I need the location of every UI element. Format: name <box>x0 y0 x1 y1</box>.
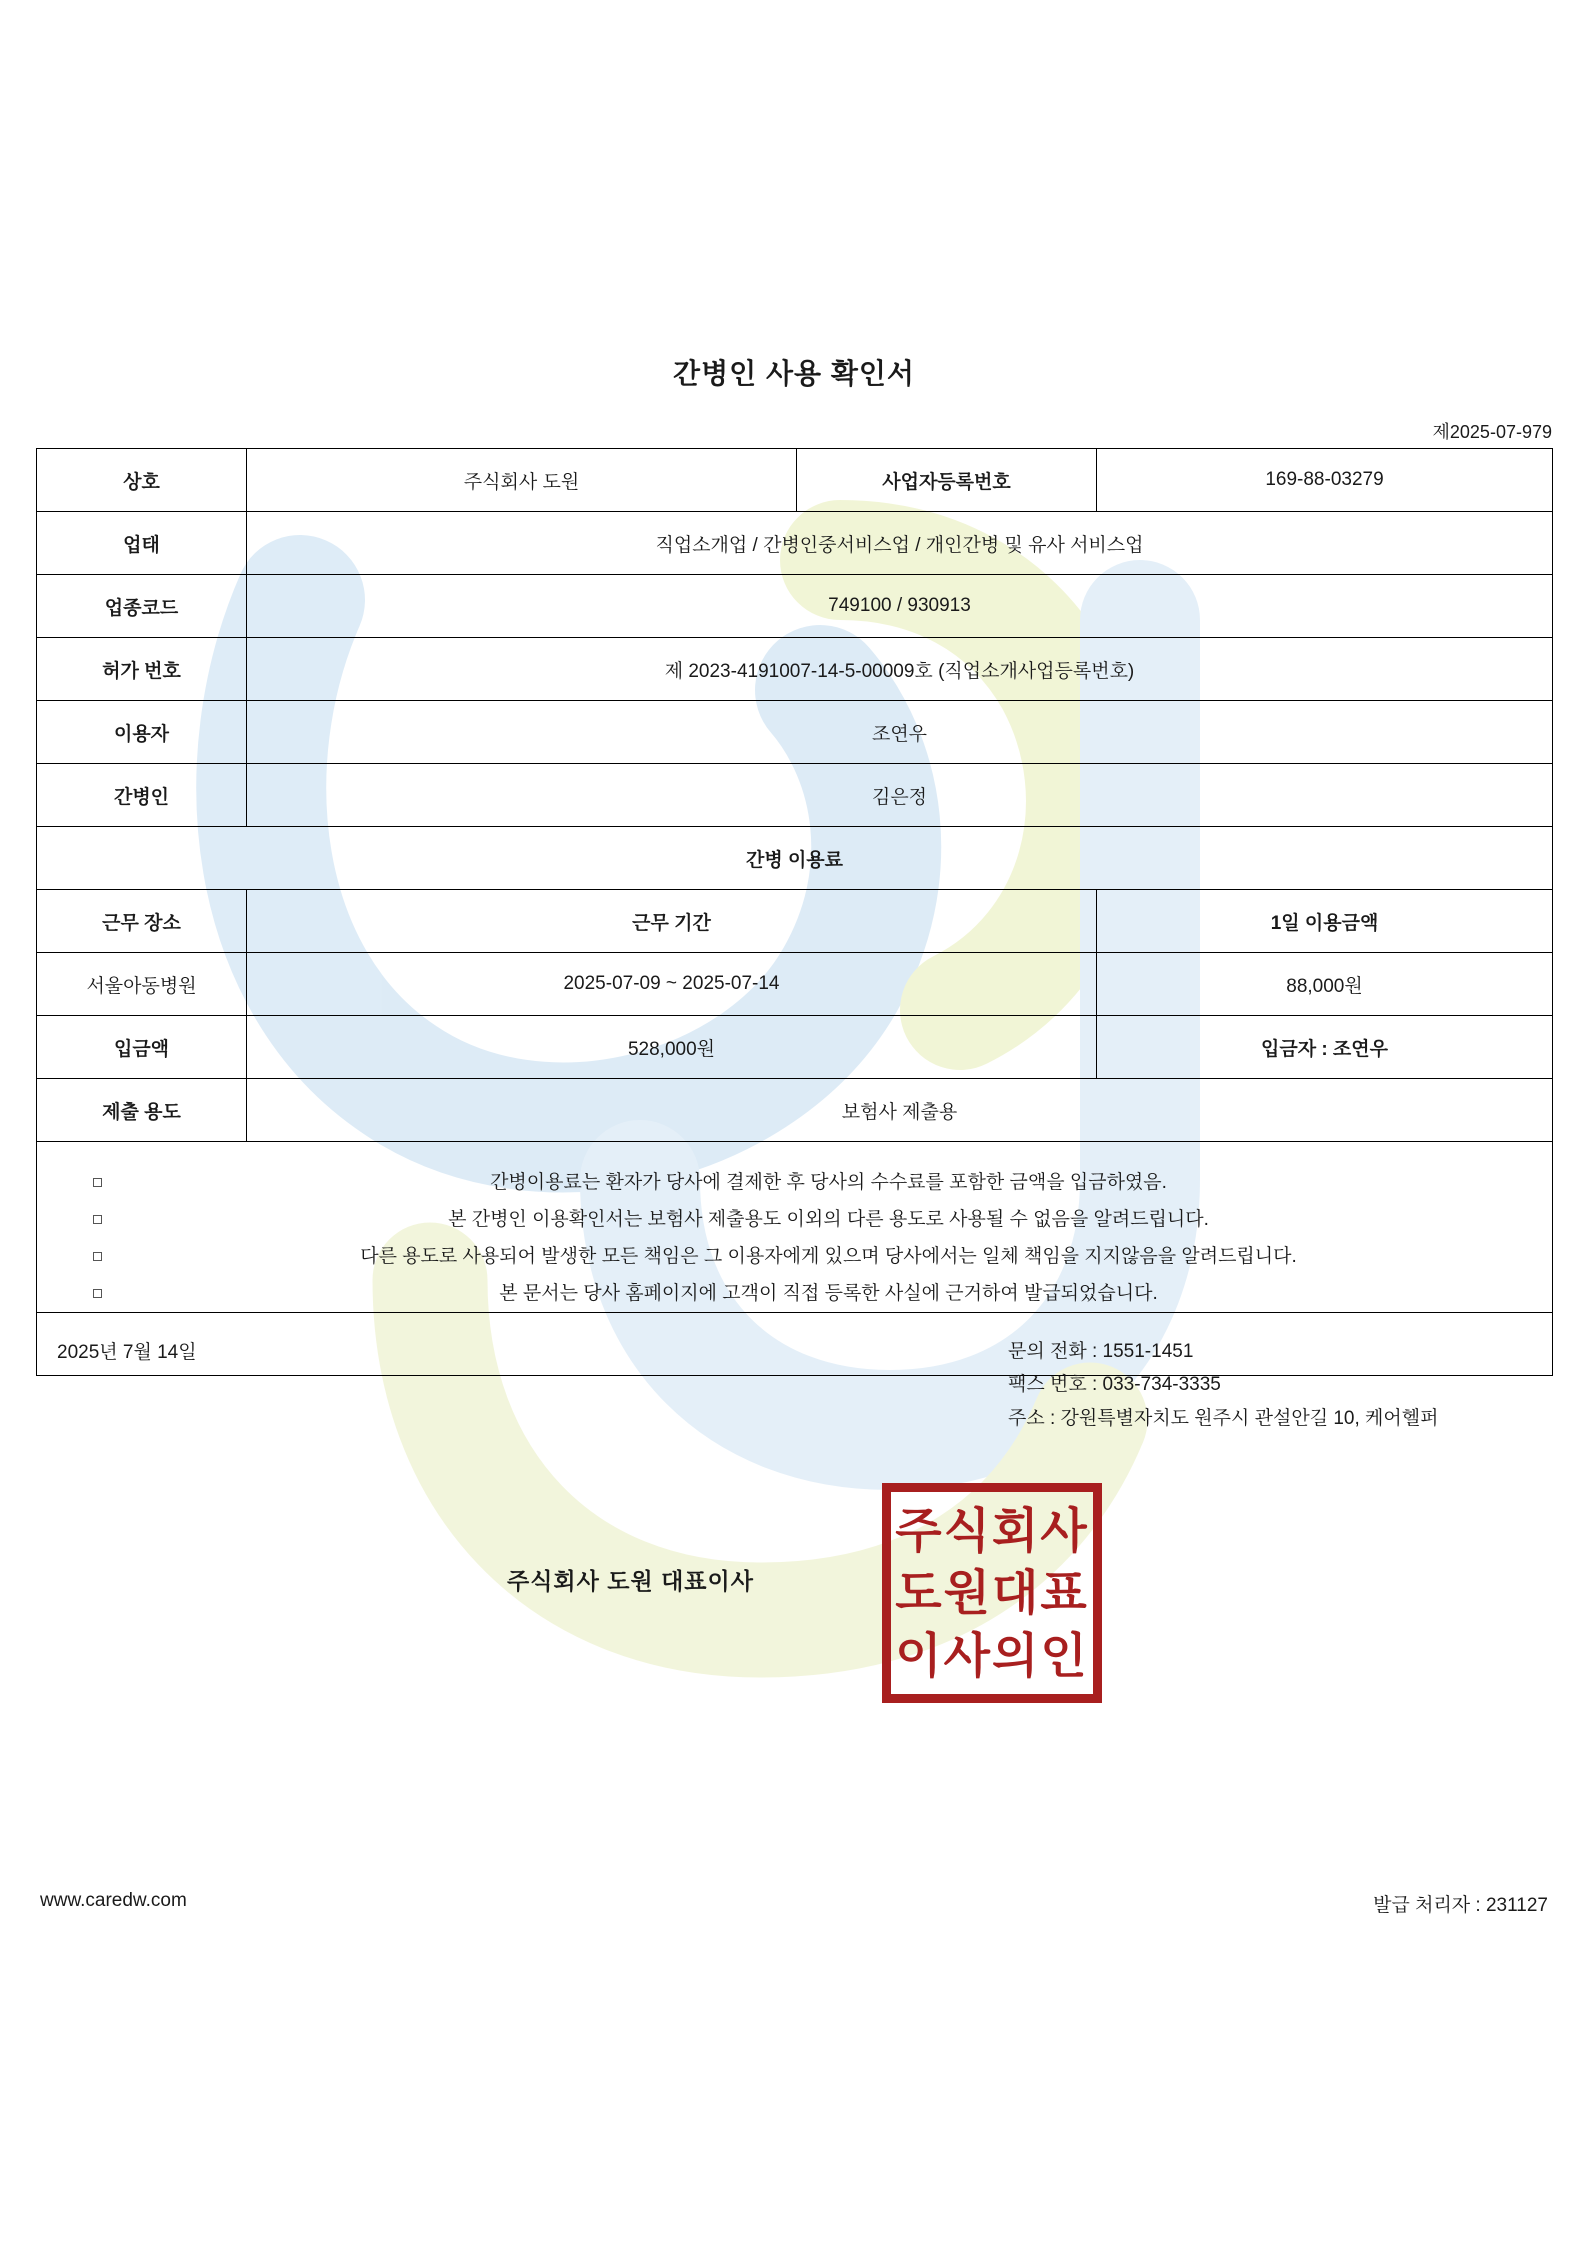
certificate-table <box>36 448 1553 1684</box>
header-work-place: 근무 장소 <box>37 890 247 953</box>
document-number: 제2025-07-979 <box>1432 422 1552 442</box>
signature-line: 주식회사 도원 대표이사 <box>507 1568 754 1595</box>
value-work-place: 서울아동병원 <box>37 953 247 1016</box>
table-row-fee-values <box>37 953 1553 1016</box>
seal-line-1: 주식회사 <box>895 1502 1089 1559</box>
seal-border <box>882 1483 1102 1703</box>
page-title: 간병인 사용 확인서 <box>673 358 915 389</box>
value-company-name: 주식회사 도원 <box>247 449 797 512</box>
header-daily-fee: 1일 이용금액 <box>1097 890 1553 953</box>
note-item: 본 간병인 이용확인서는 보험사 제출용도 이외의 다른 용도로 사용될 수 없음을 알려드립니다. <box>89 1201 1542 1238</box>
value-depositor: 입금자 : 조연우 <box>1097 1016 1553 1079</box>
value-industry-code: 749100 / 930913 <box>247 575 1553 638</box>
label-company-name: 상호 <box>37 449 247 512</box>
value-purpose: 보험사 제출용 <box>247 1079 1553 1142</box>
table-row-license-number <box>37 638 1553 701</box>
issue-date: 2025년 7월 14일 <box>57 1342 197 1364</box>
seal-line-3: 이사의인 <box>895 1627 1089 1684</box>
label-business-number: 사업자등록번호 <box>797 449 1097 512</box>
label-industry-code: 업종코드 <box>37 575 247 638</box>
label-caregiver: 간병인 <box>37 764 247 827</box>
value-license-number: 제 2023-4191007-14-5-00009호 (직업소개사업등록번호) <box>247 638 1553 701</box>
footer-cell <box>37 1313 1553 1684</box>
table-row-caregiver <box>37 764 1553 827</box>
table-row-deposit <box>37 1016 1553 1079</box>
seal-line-2: 도원대표 <box>895 1565 1089 1622</box>
fee-section-heading: 간병 이용료 <box>37 827 1553 890</box>
company-seal <box>882 1483 1102 1703</box>
note-item: 간병이용료는 환자가 당사에 결제한 후 당사의 수수료를 포함한 금액을 입금하였음. <box>89 1164 1542 1201</box>
contact-phone: 문의 전화 : 1551-1451 <box>1008 1341 1194 1363</box>
value-business-number: 169-88-03279 <box>1097 449 1553 512</box>
header-work-period: 근무 기간 <box>247 890 1097 953</box>
table-row-industry-code <box>37 575 1553 638</box>
value-user: 조연우 <box>247 701 1553 764</box>
contact-block <box>1008 1335 1528 1435</box>
note-item: 다른 용도로 사용되어 발생한 모든 책임은 그 이용자에게 있으며 당사에서는 일체 책임을 지지않음을 알려드립니다. <box>89 1238 1542 1275</box>
note-item: 본 문서는 당사 홈페이지에 고객이 직접 등록한 사실에 근거하여 발급되었습니다. <box>89 1275 1542 1312</box>
table-row-fee-headers <box>37 890 1553 953</box>
contact-fax: 팩스 번호 : 033-734-3335 <box>1008 1374 1221 1396</box>
issuer-id: 발급 처리자 : 231127 <box>1373 1895 1548 1916</box>
table-row-business-type <box>37 512 1553 575</box>
value-daily-fee: 88,000원 <box>1097 953 1553 1016</box>
website-url[interactable]: www.caredw.com <box>40 1890 187 1911</box>
label-purpose: 제출 용도 <box>37 1079 247 1142</box>
label-license-number: 허가 번호 <box>37 638 247 701</box>
table-row-fee-heading <box>37 827 1553 890</box>
contact-address: 주소 : 강원특별자치도 원주시 관설안길 10, 케어헬퍼 <box>1008 1407 1439 1429</box>
label-user: 이용자 <box>37 701 247 764</box>
table-row-footer <box>37 1313 1553 1376</box>
value-caregiver: 김은정 <box>247 764 1553 827</box>
table-row-notes <box>37 1142 1553 1313</box>
value-deposit-amount: 528,000원 <box>247 1016 1097 1079</box>
page-footer <box>36 1890 1552 1934</box>
table-row-purpose <box>37 1079 1553 1142</box>
value-business-type: 직업소개업 / 간병인중서비스업 / 개인간병 및 유사 서비스업 <box>247 512 1553 575</box>
table-row-user <box>37 701 1553 764</box>
notes-cell <box>37 1142 1553 1313</box>
label-deposit-amount: 입금액 <box>37 1016 247 1079</box>
table-row-company-name <box>37 449 1553 512</box>
value-work-period: 2025-07-09 ~ 2025-07-14 <box>247 953 1097 1016</box>
label-business-type: 업태 <box>37 512 247 575</box>
notes-list <box>47 1164 1542 1312</box>
